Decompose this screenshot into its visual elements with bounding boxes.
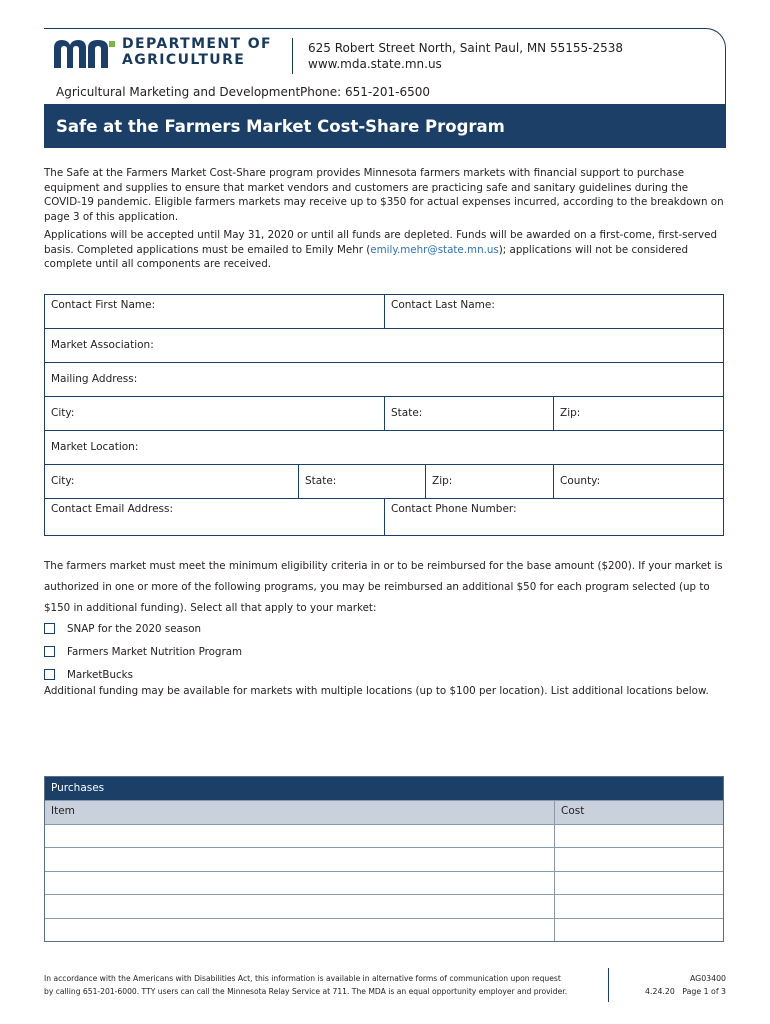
mailing-city-field[interactable]: City: — [45, 397, 385, 430]
checkbox[interactable] — [44, 623, 55, 634]
program-label: SNAP for the 2020 season — [67, 622, 202, 635]
form-row-mailing-city — [45, 397, 723, 431]
program-checklist — [44, 617, 242, 686]
contact-last-name-field[interactable]: Contact Last Name: — [391, 299, 495, 311]
form-row-mailing — [45, 363, 723, 397]
agency-line1: DEPARTMENT OF — [122, 36, 272, 52]
cost-column-header: Cost — [561, 805, 585, 817]
table-row — [45, 847, 723, 871]
table-row — [45, 894, 723, 918]
item-input[interactable] — [45, 825, 555, 848]
email-link[interactable]: emily.mehr@state.mn.us — [370, 243, 499, 256]
ada-notice-line1: In accordance with the Americans with Disabilities Act, this information is available in alternative forms of communication upon request — [44, 974, 561, 983]
page-title: Safe at the Farmers Market Cost-Share Program — [44, 104, 726, 148]
intro-p2-before: Applications will be accepted until May 31, 2020 or until all funds are depleted. Funds will be awarded on a first-come, first-served basis. Completed applications must be emailed to Emily Mehr ( — [44, 229, 717, 256]
form-id: AG03400 — [689, 974, 726, 983]
item-input[interactable] — [45, 848, 555, 871]
form-row-contact — [45, 499, 723, 535]
mda-logo — [54, 36, 294, 72]
form-date: 4.24.20 — [645, 987, 675, 996]
item-input[interactable] — [45, 919, 555, 942]
division-name: Agricultural Marketing and Development — [56, 85, 301, 99]
form-date-page — [620, 985, 726, 998]
checkbox[interactable] — [44, 669, 55, 680]
header-divider — [292, 38, 293, 74]
item-input[interactable] — [45, 872, 555, 895]
contact-phone-field[interactable]: Contact Phone Number: — [391, 503, 517, 515]
form-row-names — [45, 295, 723, 329]
ada-notice-line2: by calling 651-201-6000. TTY users can call the Minnesota Relay Service at 711. The MDA is an equal opportunity employer and provider. — [44, 987, 568, 996]
form-row-location — [45, 431, 723, 465]
form-row-association — [45, 329, 723, 363]
agency-name — [122, 36, 272, 68]
program-label: MarketBucks — [67, 668, 133, 681]
form-row-location-city — [45, 465, 723, 499]
page-number: Page 1 of 3 — [682, 987, 726, 996]
cost-input[interactable] — [555, 825, 723, 848]
cost-input[interactable] — [555, 895, 723, 918]
location-county-field[interactable]: County: — [560, 475, 601, 487]
location-state-field[interactable]: State: — [299, 465, 426, 498]
form-info — [620, 972, 726, 998]
agency-address — [308, 40, 623, 72]
purchases-table — [44, 776, 724, 942]
checkbox[interactable] — [44, 646, 55, 657]
website-link[interactable]: www.mda.state.mn.us — [308, 57, 442, 71]
cost-input[interactable] — [555, 872, 723, 895]
purchases-title: Purchases — [45, 777, 723, 800]
table-row — [45, 824, 723, 848]
location-zip-field[interactable]: Zip: — [426, 465, 554, 498]
table-row — [45, 918, 723, 942]
table-row — [45, 871, 723, 895]
program-label: Farmers Market Nutrition Program — [67, 645, 243, 658]
item-column-header: Item — [45, 801, 555, 824]
intro-paragraph-1: The Safe at the Farmers Market Cost-Share program provides Minnesota farmers markets with financial support to purchase equipment and supplies to ensure that market vendors and customers are practicing safe and sanitary guidelines during the COVID-19 pandemic. Eligible farmers markets may receive up to $350 for actual expenses incurred, according to the breakdown on page 3 of this application. — [44, 167, 724, 223]
mailing-zip-field[interactable]: Zip: — [560, 407, 581, 419]
street-address: 625 Robert Street North, Saint Paul, MN 55155-2538 — [308, 41, 624, 55]
program-option-fmnp[interactable] — [44, 640, 242, 663]
cost-input[interactable] — [555, 848, 723, 871]
location-city-field[interactable]: City: — [45, 465, 299, 498]
intro-paragraph-2 — [44, 228, 724, 272]
eligibility-criteria: The farmers market must meet the minimum eligibility criteria in or to be reimbursed for the base amount ($200). If your market is authorized in one or more of the following programs, you may be reimbursed an additional $50 for each program selected (up to $150 in additional funding). Select all that apply to your market: — [44, 560, 723, 614]
purchases-column-headers — [45, 800, 723, 824]
contact-first-name-field[interactable]: Contact First Name: — [45, 295, 385, 328]
market-location-field[interactable]: Market Location: — [51, 441, 139, 453]
contact-email-field[interactable]: Contact Email Address: — [45, 499, 385, 535]
mn-logo-icon — [54, 38, 116, 68]
mailing-address-field[interactable]: Mailing Address: — [51, 373, 138, 385]
intro-text — [44, 166, 724, 276]
program-option-snap[interactable] — [44, 617, 242, 640]
mailing-state-field[interactable]: State: — [385, 397, 554, 430]
market-association-field[interactable]: Market Association: — [51, 339, 154, 351]
footer-divider — [608, 968, 609, 1002]
contact-form — [44, 294, 724, 536]
additional-locations-note: Additional funding may be available for markets with multiple locations (up to $100 per location). List additional locations below. — [44, 685, 709, 697]
agency-line2: AGRICULTURE — [122, 52, 246, 68]
ada-notice — [44, 972, 604, 998]
cost-input[interactable] — [555, 919, 723, 942]
program-option-marketbucks[interactable] — [44, 663, 242, 686]
division-phone: Phone: 651-201-6500 — [300, 85, 431, 99]
intro-p2-after: ); applications will not be considered complete until all components are received. — [44, 243, 688, 270]
item-input[interactable] — [45, 895, 555, 918]
